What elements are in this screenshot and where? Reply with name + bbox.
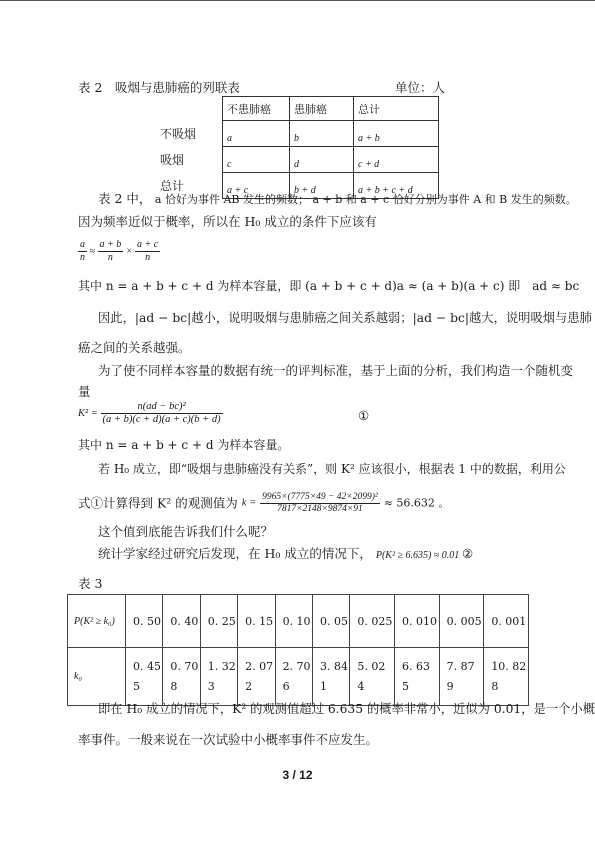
table3-cell: 10. 82 8 <box>484 648 529 706</box>
k-result: ≈ 56.632 。 <box>383 496 450 510</box>
table3-row-label: k₀ <box>68 648 126 706</box>
k-numerator: 9965×(7775×49 − 42×2099)² <box>262 492 378 502</box>
k2-denominator: (a + b)(c + d)(a + c)(b + d) <box>102 414 221 425</box>
table2-cell: a + c <box>223 173 290 199</box>
eq1-numerator: a + c <box>137 239 159 250</box>
k-lhs: k = <box>241 497 257 509</box>
table2-row-label: 吸烟 <box>160 153 185 167</box>
paragraph-1-part: a 恰好为事件 AB 发生的频数； <box>151 193 309 206</box>
paragraph-1 <box>98 191 577 208</box>
table3-cell: 0. 25 <box>200 595 237 648</box>
table3-row-label: P(K² ≥ k₀) <box>68 595 126 648</box>
paragraph-7-text: 式①计算得到 K² 的观测值为 <box>78 495 238 511</box>
table3-cell: 0. 05 <box>312 595 349 648</box>
equation-mark-1: ① <box>358 408 370 423</box>
table2-cell: c <box>223 147 290 173</box>
equation-frequency <box>78 239 160 264</box>
table3-cell: 2. 07 2 <box>238 648 275 706</box>
table2-row-label: 不吸烟 <box>160 127 197 141</box>
table2-cell: c + d <box>354 147 439 173</box>
table2-corner <box>156 97 223 121</box>
table2-row-label: 总计 <box>160 179 185 193</box>
table2-header: 患肺癌 <box>290 97 354 121</box>
paragraph-3: 其中 n = a + b + c + d 为样本容量，即 (a + b + c + d)a ≈ (a + b)(a + c) 即 ad ≈ bc <box>78 279 580 293</box>
table3-cell: 7. 87 9 <box>439 648 484 706</box>
paragraph-9 <box>98 546 459 564</box>
eq1-numerator: a + b <box>99 239 122 250</box>
table2-unit: 单位：人 <box>395 80 446 95</box>
eq1-times: × <box>125 245 133 257</box>
eq1-denominator: n <box>80 252 85 263</box>
table3-cell: 0. 15 <box>238 595 275 648</box>
table2-cell: b <box>290 121 354 147</box>
paragraph-5-line-1: 为了使不同样本容量的数据有统一的评判标准，基于上面的分析，我们构造一个随机变 <box>98 363 574 378</box>
paragraph-10-line-1: 即在 H₀ 成立的情况下，K² 的观测值超过 6.635 的概率非常小，近似为 0.01，是一个小概 <box>98 702 595 716</box>
paragraph-7-line-2 <box>78 492 449 515</box>
table3-cell: 0. 001 <box>484 595 529 648</box>
table3-cell: 0. 10 <box>275 595 312 648</box>
eq1-denominator: n <box>145 252 151 263</box>
table3-cell: 0. 70 8 <box>163 648 200 706</box>
k-denominator: 7817×2148×9874×91 <box>277 504 363 514</box>
table3-cell: 0. 005 <box>439 595 484 648</box>
eq1-numerator: a <box>80 239 85 250</box>
contingency-table <box>156 96 439 199</box>
paragraph-9-equation: P(K² ≥ 6.635) ≈ 0.01 <box>375 550 460 561</box>
page-top-border <box>0 0 595 1</box>
k2-lhs: K² = <box>78 408 98 419</box>
paragraph-7-line-1: 若 H₀ 成立，即“吸烟与患肺癌没有关系”，则 K² 应该很小，根据表 1 中的数据，利用公 <box>98 462 566 476</box>
table2-caption: 表 2 吸烟与患肺癌的列联表 <box>78 80 240 95</box>
paragraph-9-text: 统计学家经过研究后发现，在 H₀ 成立的情况下， <box>98 546 372 561</box>
critical-value-table <box>67 594 529 706</box>
table3-cell: 0. 40 <box>163 595 200 648</box>
table2-cell: a <box>223 121 290 147</box>
k2-numerator: n(ad − bc)² <box>101 401 223 414</box>
table3-cell: 0. 025 <box>350 595 395 648</box>
paragraph-2: 因为频率近似于概率，所以在 H₀ 成立的条件下应该有 <box>78 214 377 229</box>
equation-mark-2: ② <box>462 546 474 561</box>
eq1-denominator: n <box>107 252 113 263</box>
paragraph-6: 其中 n = a + b + c + d 为样本容量。 <box>78 438 290 452</box>
table2-cell: d <box>290 147 354 173</box>
paragraph-10-line-2: 率事件。一般来说在一次试验中小概率事件不应发生。 <box>78 732 379 747</box>
table2-header: 不患肺癌 <box>223 97 290 121</box>
table3-caption: 表 3 <box>78 576 103 591</box>
table3-cell: 3. 84 1 <box>312 648 349 706</box>
paragraph-4-line-1: 因此，|ad − bc|越小，说明吸烟与患肺癌之间关系越弱；|ad − bc|越大，说明吸烟与患肺 <box>98 311 592 325</box>
table3-cell: 6. 63 5 <box>395 648 440 706</box>
table3-cell: 5. 02 4 <box>350 648 395 706</box>
paragraph-1-part: a + b 和 a + c 恰好分别为事件 A 和 B 发生的频数。 <box>308 193 577 206</box>
table3-cell: 0. 45 5 <box>126 648 163 706</box>
table2-header: 总计 <box>354 97 439 121</box>
table3-cell: 0. 50 <box>126 595 163 648</box>
table2-cell: a + b <box>354 121 439 147</box>
paragraph-5-line-2: 量 <box>78 384 91 399</box>
paragraph-4-line-2: 癌之间的关系越强。 <box>78 340 191 355</box>
paragraph-1-part: 表 2 中， <box>98 191 152 206</box>
k2-formula <box>78 401 223 426</box>
table3-cell: 1. 32 3 <box>200 648 237 706</box>
table3-cell: 0. 010 <box>395 595 440 648</box>
table2-cell: a + b + c + d <box>354 173 439 199</box>
eq1-approx: ≈ <box>89 245 95 257</box>
paragraph-8: 这个值到底能告诉我们什么呢？ <box>98 524 274 539</box>
table2-cell: b + d <box>290 173 354 199</box>
table3-cell: 2. 70 6 <box>275 648 312 706</box>
page-number: 3 / 12 <box>282 768 313 782</box>
